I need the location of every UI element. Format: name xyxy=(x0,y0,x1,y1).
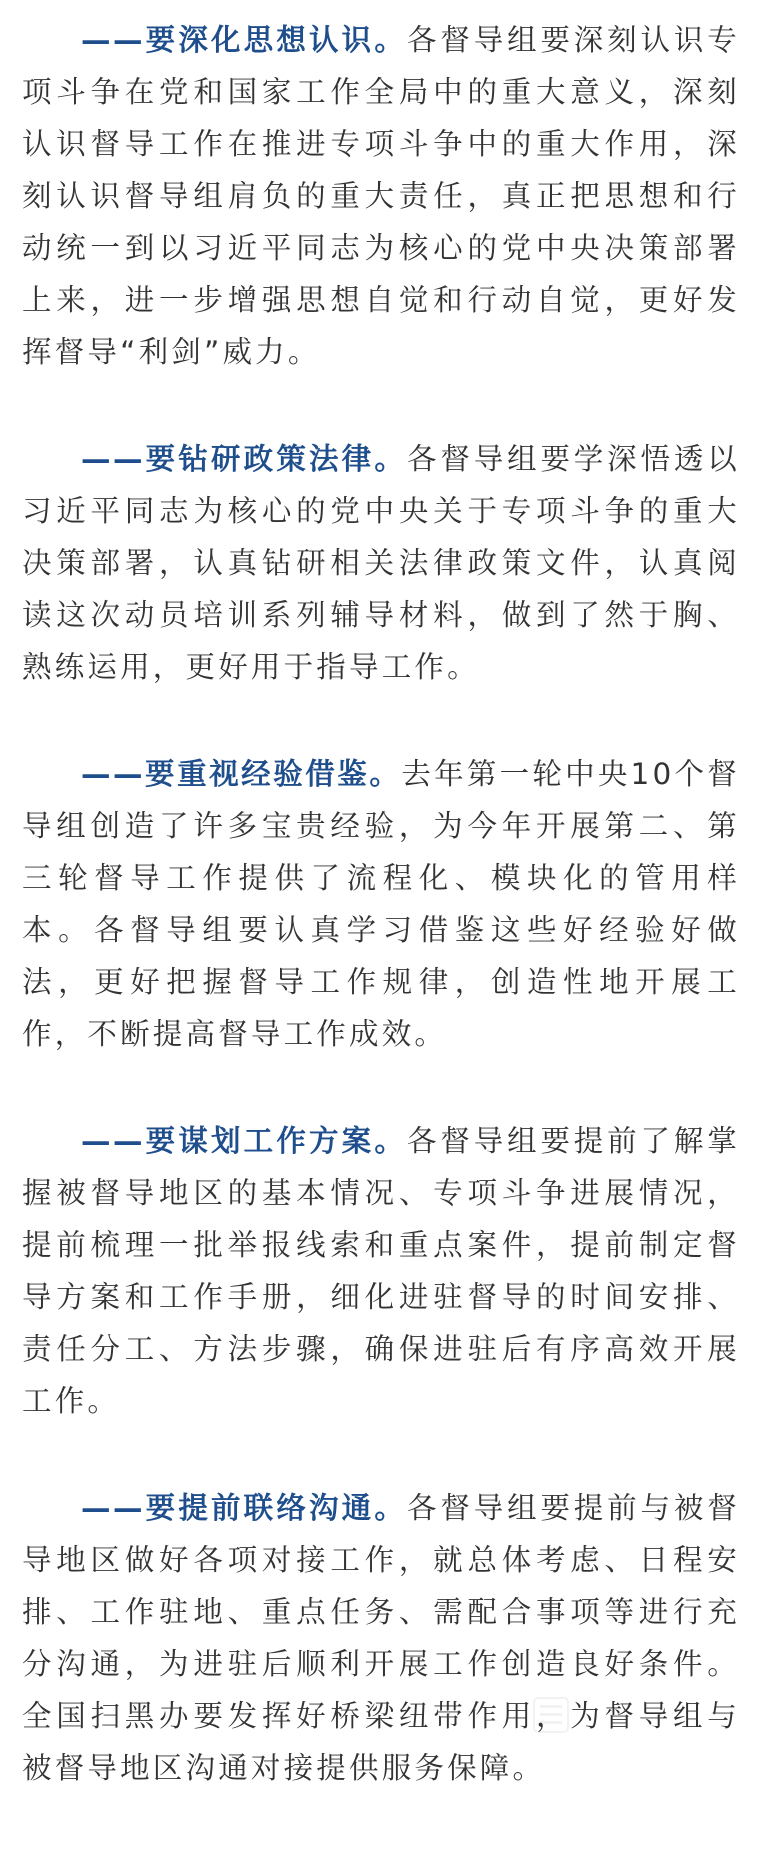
paragraph-lead: ——要谋划工作方案。 xyxy=(81,1124,407,1158)
paragraph-lead: ——要提前联络沟通。 xyxy=(81,1491,407,1525)
watermark-icon xyxy=(532,1696,570,1734)
paragraph-text: 各督导组要提前了解掌握被督导地区的基本情况、专项斗争进展情况，提前梳理一批举报线索和重点案件，提前制定督导方案和工作手册，细化进驻督导的时间安排、责任分工、方法步骤，确保进驻后有序高效开展工作。 xyxy=(22,1124,740,1418)
paragraph-lead: ——要深化思想认识。 xyxy=(81,23,407,57)
paragraph-lead: ——要重视经验借鉴。 xyxy=(81,757,402,791)
paragraph-communicate-early xyxy=(22,1482,740,1794)
paragraph-lead: ——要钻研政策法律。 xyxy=(81,442,407,476)
paragraph-study-policy-law xyxy=(22,433,740,693)
paragraph-learn-experience xyxy=(22,748,740,1060)
paragraph-text: 各督导组要深刻认识专项斗争在党和国家工作全局中的重大意义，深刻认识督导工作在推进专项斗争中的重大作用，深刻认识督导组肩负的重大责任，真正把思想和行动统一到以习近平同志为核心的党中央决策部署上来，进一步增强思想自觉和行动自觉，更好发挥督导“利剑”威力。 xyxy=(22,23,740,369)
paragraph-text: 各督导组要学深悟透以习近平同志为核心的党中央关于专项斗争的重大决策部署，认真钻研相关法律政策文件，认真阅读这次动员培训系列辅导材料，做到了然于胸、熟练运用，更好用于指导工作。 xyxy=(22,442,740,684)
paragraph-plan-work xyxy=(22,1115,740,1427)
paragraph-text: 去年第一轮中央10个督导组创造了许多宝贵经验，为今年开展第二、第三轮督导工作提供了流程化、模块化的管用样本。各督导组要认真学习借鉴这些好经验好做法，更好把握督导工作规律，创造性地开展工作，不断提高督导工作成效。 xyxy=(22,757,740,1051)
paragraph-text: 各督导组要提前与被督导地区做好各项对接工作，就总体考虑、日程安排、工作驻地、重点任务、需配合事项等进行充分沟通，为进驻后顺利开展工作创造良好条件。全国扫黑办要发挥好桥梁纽带作用，为督导组与被督导地区沟通对接提供服务保障。 xyxy=(22,1491,740,1785)
article-body xyxy=(22,14,740,1849)
paragraph-deepen-understanding xyxy=(22,14,740,378)
